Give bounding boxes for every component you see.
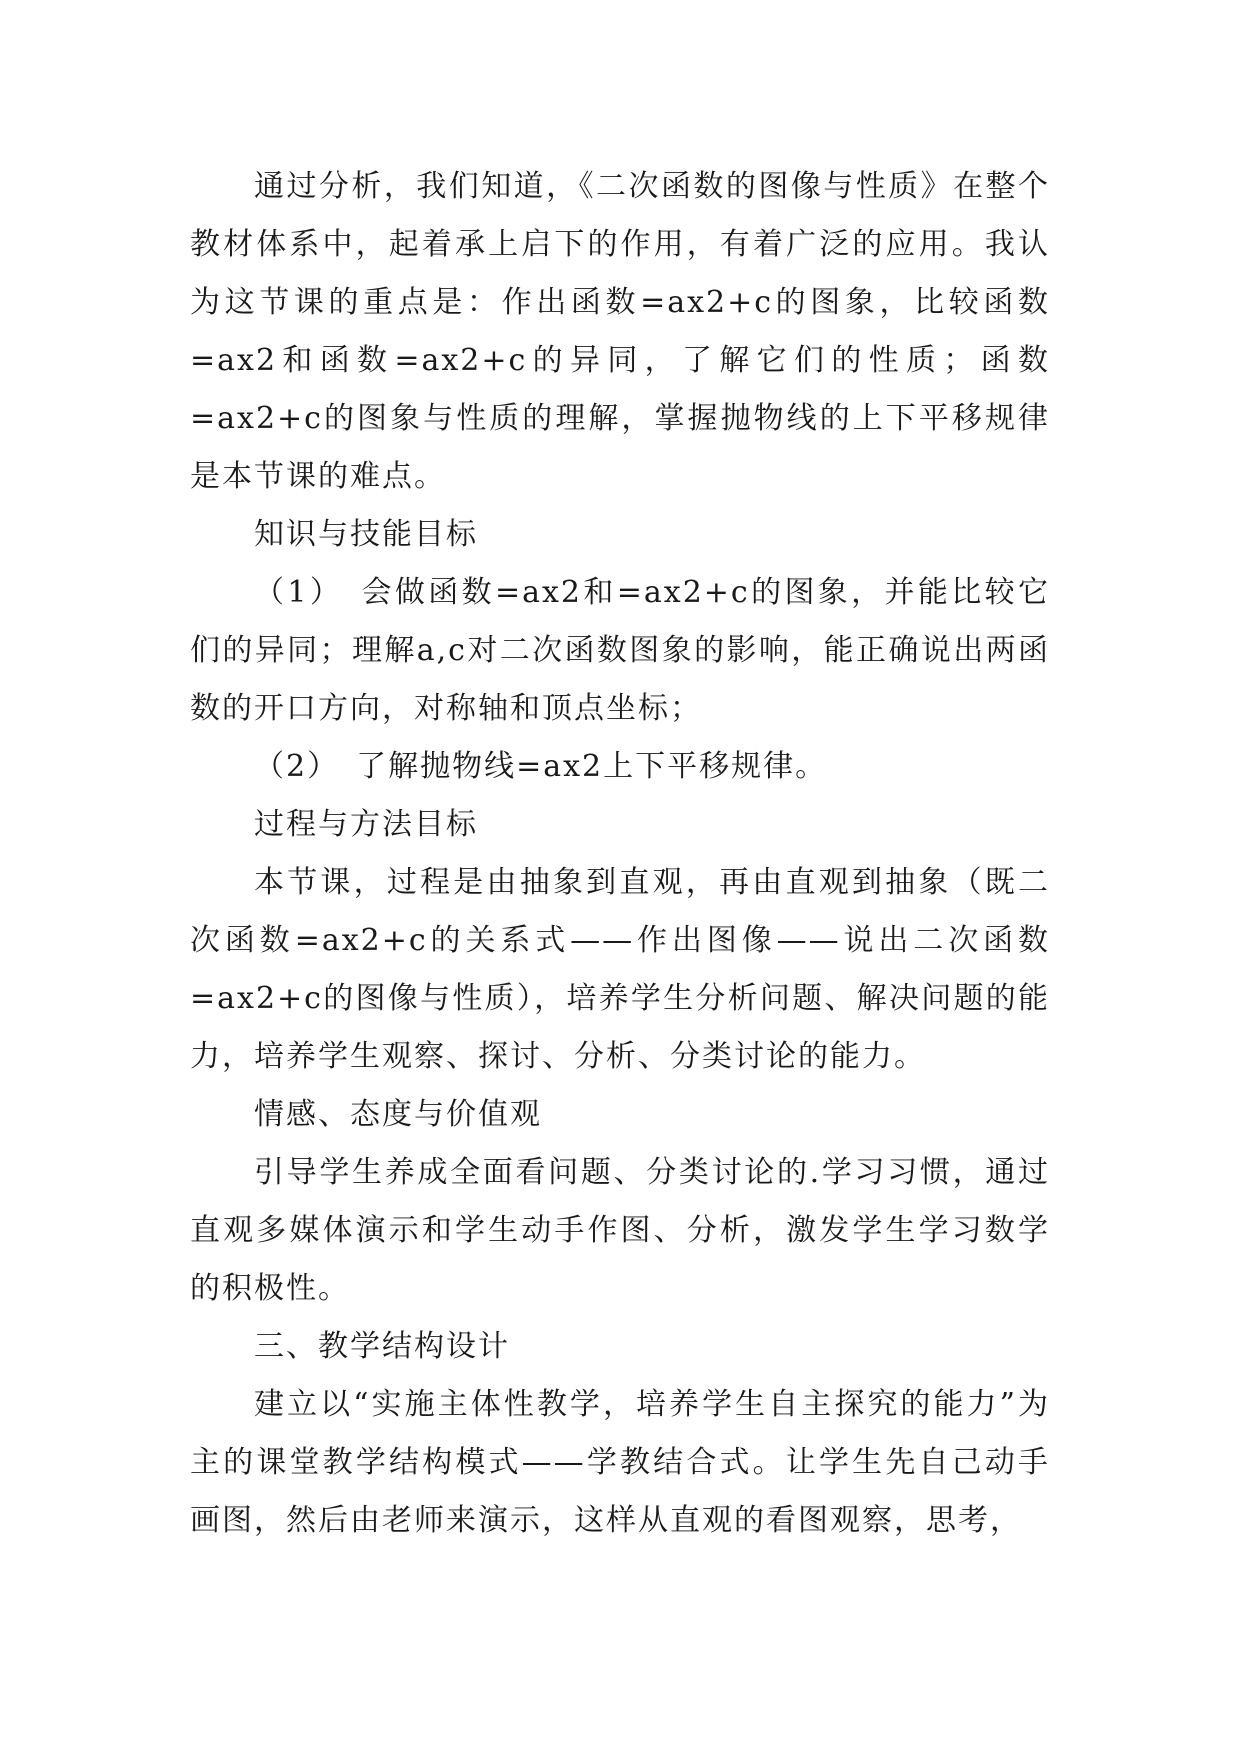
heading-structure-design: 三、教学结构设计 (254, 1329, 510, 1364)
paragraph-structure: 建立以“实施主体性教学，培养学生自主探究的能力”为主的课堂教学结构模式——学教结合式。让学生先自己动手画图，然后由老师来演示，这样从直观的看图观察，思考， (190, 1387, 1050, 1538)
paragraph-emotion: 引导学生养成全面看问题、分类讨论的.学习习惯，通过直观多媒体演示和学生动手作图、分析，激发学生学习数学的积极性。 (190, 1155, 1050, 1306)
paragraph-process: 本节课，过程是由抽象到直观，再由直观到抽象（既二次函数=ax2+c的关系式——作出图像——说出二次函数=ax2+c的图像与性质），培养学生分析问题、解决问题的能力，培养学生观察、探讨、分析、分类讨论的能力。 (190, 865, 1050, 1074)
paragraph-analysis: 通过分析，我们知道，《二次函数的图像与性质》在整个教材体系中，起着承上启下的作用，有着广泛的应用。我认为这节课的重点是：作出函数=ax2+c的图象，比较函数=ax2和函数=ax2+c的异同，了解它们的性质；函数=ax2+c的图象与性质的理解，掌握抛物线的上下平移规律是本节课的难点。 (190, 169, 1050, 494)
heading-process-goals: 过程与方法目标 (254, 807, 478, 842)
list-item-goal-2: （2） 了解抛物线=ax2上下平移规律。 (254, 749, 828, 784)
heading-knowledge-goals: 知识与技能目标 (254, 517, 478, 552)
heading-emotion-goals: 情感、态度与价值观 (254, 1097, 542, 1132)
list-item-goal-1: （1） 会做函数=ax2和=ax2+c的图象，并能比较它们的异同；理解a,c对二次函数图象的影响，能正确说出两函数的开口方向，对称轴和顶点坐标； (190, 575, 1050, 726)
document-page (190, 158, 1050, 1550)
